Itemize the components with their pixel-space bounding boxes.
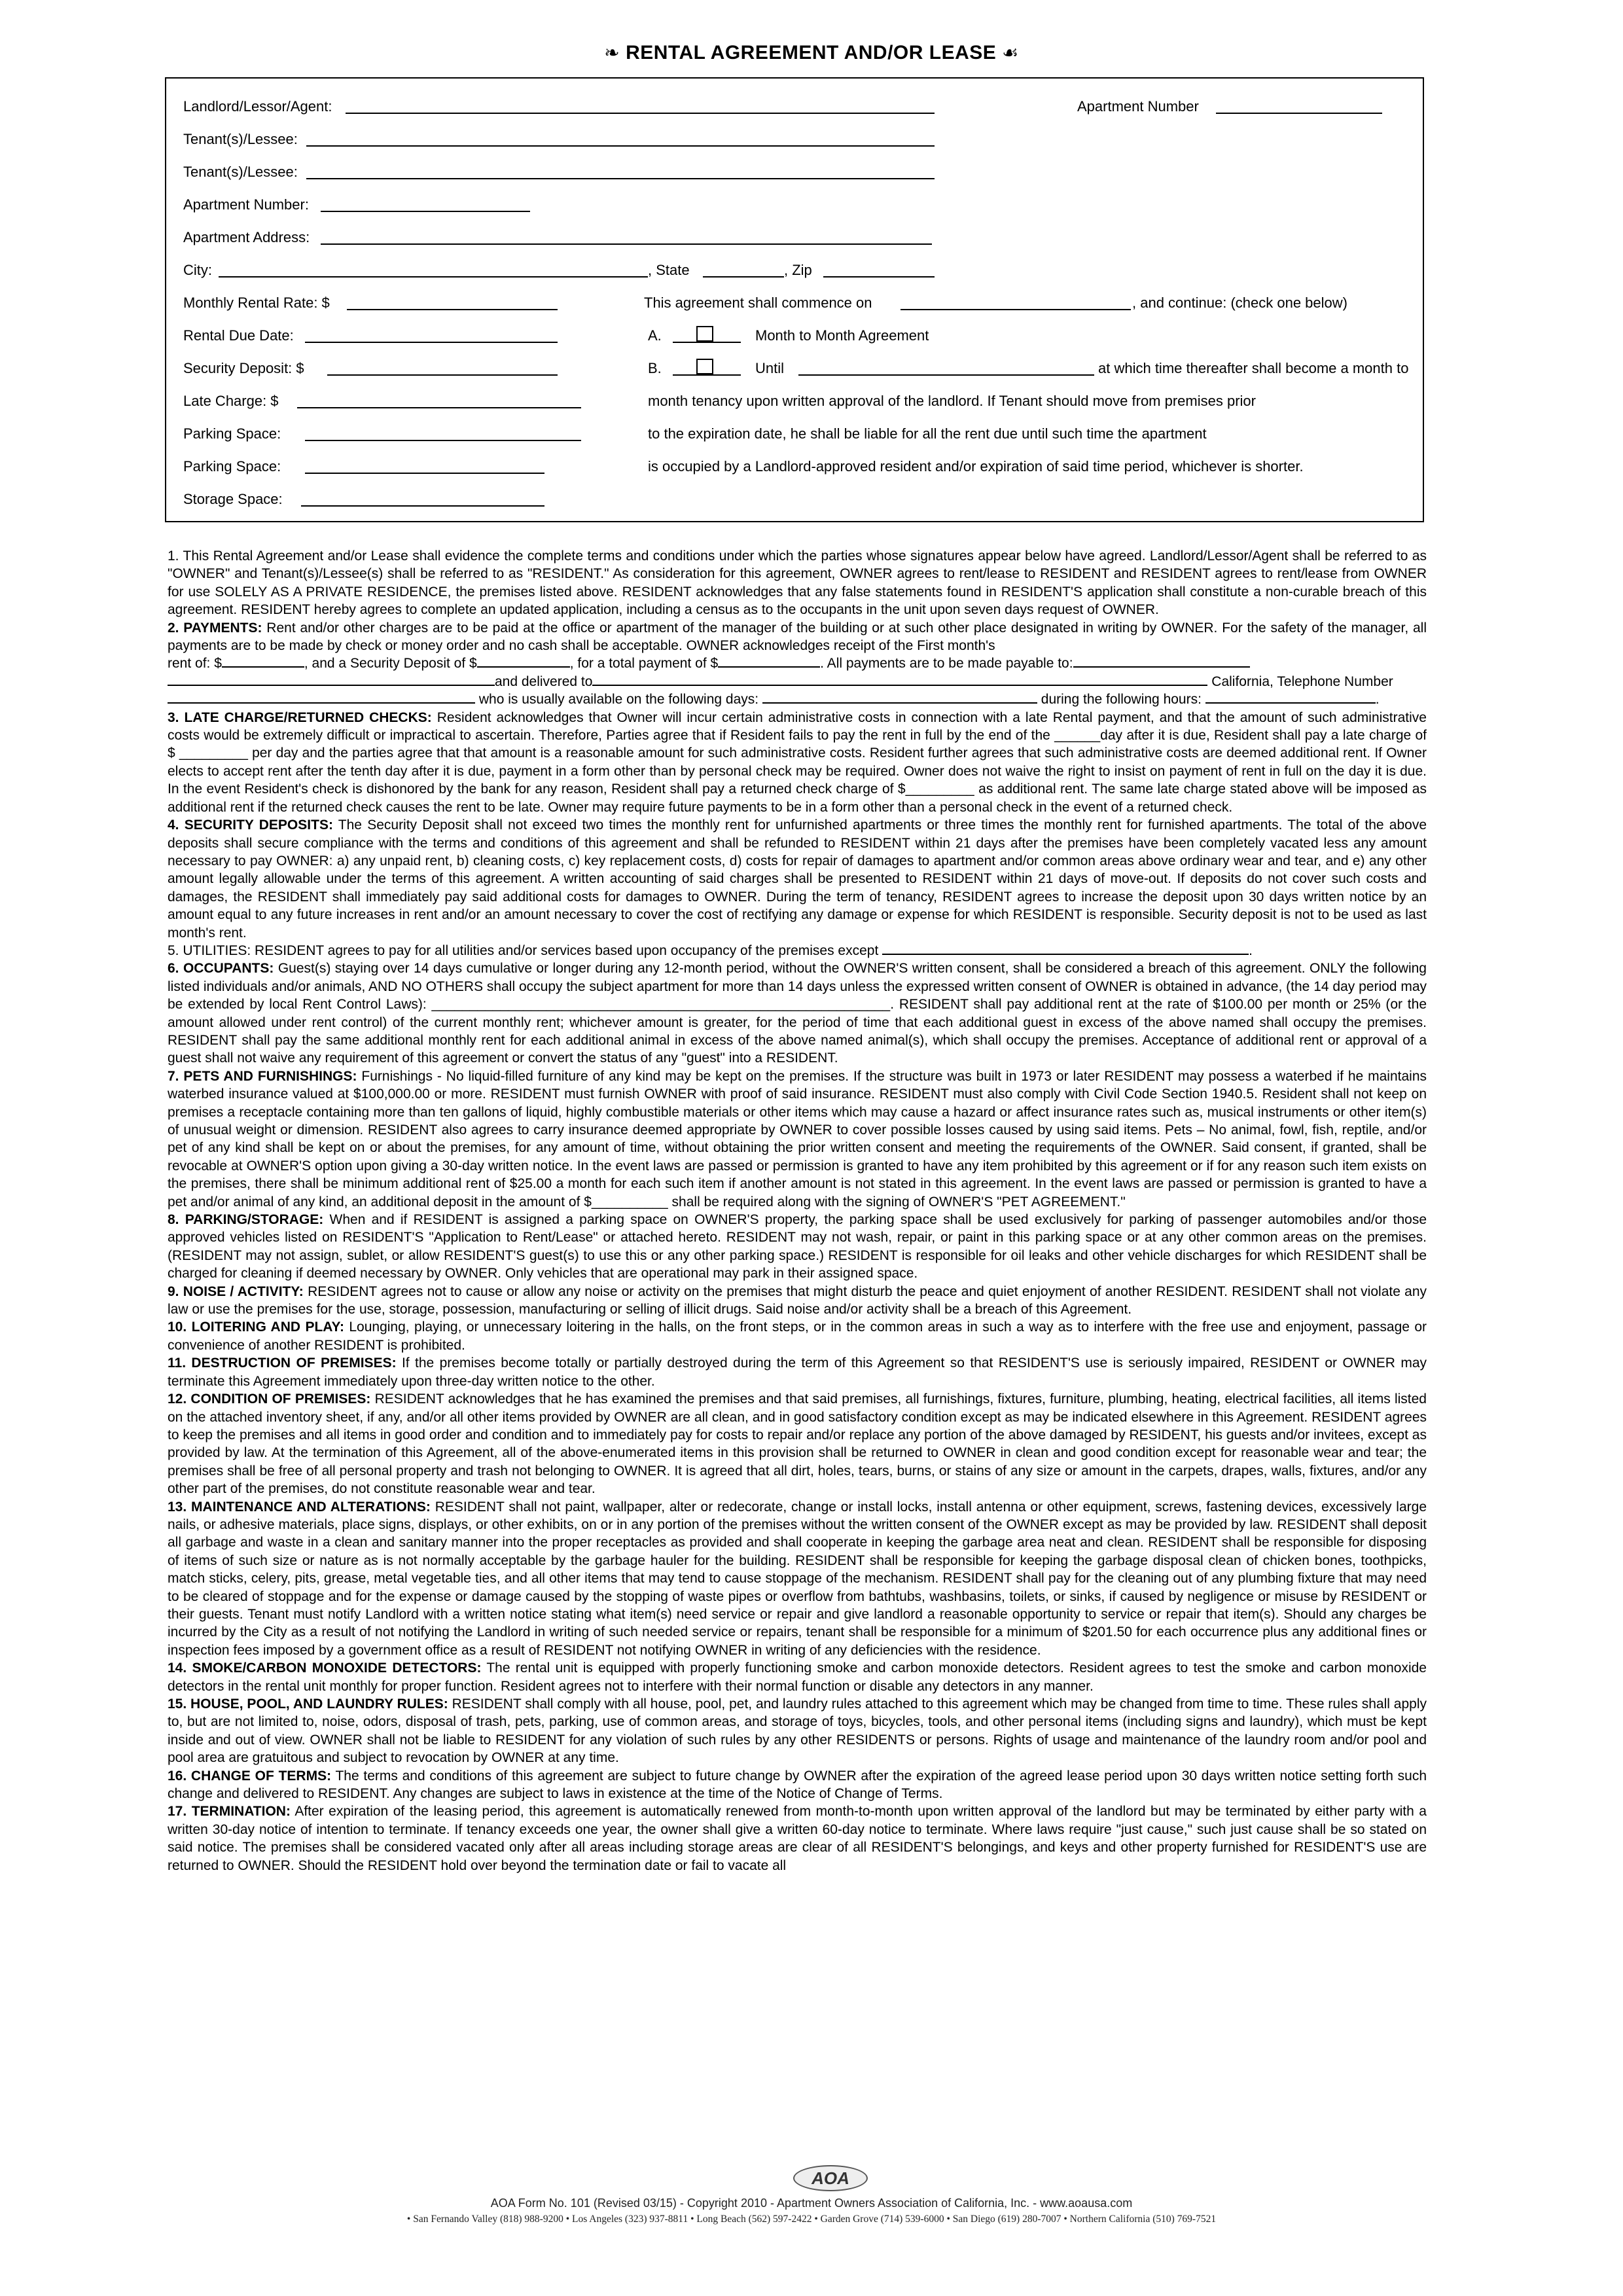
clause-16: 16. CHANGE OF TERMS: The terms and conditions of this agreement are subject to future change by OWNER after the expiration of the agreed lease period upon 30 days written notice setting forth such change and delivered to RESIDENT. Any changes are subject to laws in existence at the time of the Notice of Change of Terms. (168, 1768, 1427, 1802)
first-month-rent-field[interactable] (222, 655, 304, 668)
continue-label: , and continue: (check one below) (1132, 295, 1347, 311)
clause-14: 14. SMOKE/CARBON MONOXIDE DETECTORS: The rental unit is equipped with properly functioning smoke and carbon monoxide detectors. Resident agrees to test the smoke and carbon monoxide detectors in the rental unit monthly for proper function. Resident agrees not to interfere with their normal function or disable any detectors in any manner. (168, 1660, 1427, 1694)
clause-2-availability-line: who is usually available on the following days: during the following hours: . (168, 691, 1427, 708)
option-b-tail: at which time thereafter shall become a month to (1098, 360, 1409, 376)
payable-to-field[interactable] (1073, 655, 1250, 668)
apartment-number-field[interactable] (321, 211, 530, 212)
parking1-label: Parking Space: (183, 425, 281, 442)
clause-13: 13. MAINTENANCE AND ALTERATIONS: RESIDENT shall not paint, wallpaper, alter or redecorate, change or install locks, install antenna or other equipment, screws, fastening devices, excessively large nails, or adhesive materials, place signs, displays, or other exhibits, on or in any portion of the premises without the written consent of the OWNER except as may be provided by law. RESIDENT shall deposit all garbage and waste in a clean and sanitary manner into the proper receptacles as provided and shall cooperate in keeping the garbage area neat and clean. RESIDENT shall be responsible for disposing of items of such size or nature as is not normally acceptable by the garbage hauler for the building. RESIDENT shall be responsible for keeping the garbage disposal clean of chicken bones, toothpicks, match sticks, celery, pits, grease, metal vegetable ties, and all other items that may tend to cause stoppage of the mechanism. RESIDENT shall pay for the cleaning out of any plumbing fixture that may need to be cleared of stoppage and for the expense or damage caused by the stopping of waste pipes or overflow from bathtubs, washbasins, toilets, or sinks, if caused by negligence or misuse by RESIDENT or their guests. Tenant must notify Landlord with a written notice stating what item(s) need service or repair and give landlord a reasonable opportunity to service or repair that item(s). Should any charges be incurred by the City as a result of not notifying the Landlord in writing of such needed service or repairs, tenant shall be responsible for a minimum of $201.50 for each occurrence plus any additional fines or inspection fees imposed by a government office as a result of RESIDENT not notifying OWNER in writing of any deficiencies with the residence. (168, 1499, 1427, 1658)
late-charge-label: Late Charge: $ (183, 393, 279, 409)
payee-name-field[interactable] (168, 673, 495, 686)
option-b-underline (673, 374, 741, 376)
zip-label: , Zip (784, 262, 812, 278)
city-label: City: (183, 262, 212, 278)
clause-2-delivery-line: and delivered to California, Telephone Number (168, 673, 1427, 691)
header-fields-box (165, 77, 1424, 522)
rental-due-label: Rental Due Date: (183, 327, 294, 344)
option-b-letter: B. (648, 360, 662, 376)
option-a-letter: A. (648, 327, 662, 344)
term-line-2: to the expiration date, he shall be liable for all the rent due until such time the apartment (648, 425, 1207, 442)
term-line-1: month tenancy upon written approval of the landlord. If Tenant should move from premises prior (648, 393, 1256, 409)
right-ornament-icon: ☙ (1002, 43, 1019, 63)
storage-label: Storage Space: (183, 491, 283, 507)
clause-1: 1. This Rental Agreement and/or Lease shall evidence the complete terms and conditions under which the parties whose signatures appear below have agreed. Landlord/Lessor/Agent shall be referred to as "OWNER" and Tenant(s)/Lessee(s) shall be referred to as "RESIDENT." As consideration for this agreement, OWNER agrees to rent/lease to RESIDENT and RESIDENT agrees to rent/lease from OWNER for use SOLELY AS A PRIVATE RESIDENCE, the premises listed above. RESIDENT acknowledges that any false statements found in RESIDENT'S application shall constitute a non-curable breach of this agreement. RESIDENT hereby agrees to complete an updated application, including a census as to the occupants in the unit upon seven days request of OWNER. (168, 548, 1427, 618)
commence-label: This agreement shall commence on (644, 295, 872, 311)
option-b-checkbox[interactable] (696, 359, 713, 374)
clause-10: 10. LOITERING AND PLAY: Lounging, playing, or unnecessary loitering in the halls, on the front steps, or in the common areas in such a way as to interfere with the free use and enjoyment, passage or convenience of another RESIDENT is prohibited. (168, 1319, 1427, 1353)
tenant2-label: Tenant(s)/Lessee: (183, 164, 298, 180)
clause-2-intro: 2. PAYMENTS: Rent and/or other charges are to be paid at the office or apartment of the manager of the building or at such other place designated in writing by OWNER. For the safety of the manager, all payments are to be made by check or money order and no cash shall be acceptable. OWNER acknowledges receipt of the First month's (168, 620, 1427, 654)
option-a-underline (673, 342, 741, 343)
aoa-logo: AOA (793, 2165, 868, 2191)
clause-7: 7. PETS AND FURNISHINGS: Furnishings - No liquid-filled furniture of any kind may be kept on the premises. If the structure was built in 1973 or later RESIDENT may possess a waterbed if he maintains waterbed insurance valued at $100,000.00 or more. RESIDENT must furnish OWNER with proof of said insurance. RESIDENT must also comply with Civil Code Section 1940.5. Resident shall not keep on premises a receptacle containing more than ten gallons of liquid, highly combustible materials or other items which may cause a hazard or affect insurance rates such as, musical instruments or other item(s) of unusual weight or dimension. RESIDENT also agrees to carry insurance deemed appropriate by OWNER to cover possible losses caused by using said items. Pets – No animal, fowl, fish, reptile, and/or pet of any kind shall be kept on or about the premises, for any amount of time, without obtaining the prior written consent and meeting the requirements of the OWNER. Said consent, if granted, shall be revocable at OWNER'S option upon giving a 30-day written notice. In the event laws are passed or permission is granted to have any item prohibited by this agreement or if for any reason such item exists on the premises, there shall be minimum additional rent of $25.00 a month for each such item if another amount is not stated in this agreement. In the event laws are passed or permission is granted to have a pet and/or animal of any kind, an additional deposit in the amount of $__________ shall be required along with the signing of OWNER'S "PET AGREEMENT." (168, 1068, 1427, 1210)
form-info-line: AOA Form No. 101 (Revised 03/15) - Copyright 2010 - Apartment Owners Association of California, Inc. - www.aoausa.com (490, 2197, 1133, 2210)
apartment-number-label: Apartment Number: (183, 196, 309, 213)
tenant1-label: Tenant(s)/Lessee: (183, 131, 298, 147)
apartment-number-right-field[interactable] (1216, 113, 1382, 114)
clause-8: 8. PARKING/STORAGE: When and if RESIDENT is assigned a parking space on OWNER'S property, the parking space shall be used exclusively for parking of passenger automobiles and/or those approved vehicles listed on RESIDENT'S "Application to Rent/Lease" or attached hereto. RESIDENT may not wash, repair, or paint in this parking space or at any other common areas on the premises. (RESIDENT may not assign, sublet, or allow RESIDENT'S guest(s) to use this or any other parking space.) RESIDENT is responsible for oil leaks and other vehicle discharges for which RESIDENT shall be charged for cleaning if deemed necessary by OWNER. Only vehicles that are operational may park in their assigned space. (168, 1212, 1427, 1282)
lease-clauses (168, 547, 1427, 1874)
deposit-amount-field[interactable] (477, 655, 570, 668)
clause-17: 17. TERMINATION: After expiration of the leasing period, this agreement is automatically renewed from month-to-month upon written approval of the landlord but may be terminated by either party with a written 30-day notice of intention to terminate. If tenancy exceeds one year, the owner shall give a written 60-day notice to terminate. Where laws require "just cause," such just cause shall be so stated on said notice. The premises shall be considered vacated only after all areas including storage areas are clear of all RESIDENT'S belongings, and keys and other property furnished for RESIDENT'S use are returned to OWNER. Should the RESIDENT hold over beyond the termination date or fail to vacate all (168, 1804, 1427, 1873)
title-text: RENTAL AGREEMENT AND/OR LEASE (626, 42, 997, 63)
apartment-address-label: Apartment Address: (183, 229, 310, 245)
clause-4: 4. SECURITY DEPOSITS: The Security Deposit shall not exceed two times the monthly rent for unfurnished apartments or three times the monthly rent for furnished apartments. The total of the above deposits shall secure compliance with the terms and conditions of this agreement and shall be refunded to RESIDENT within 21 days after the premises have been completely vacated less any amount necessary to pay OWNER: a) any unpaid rent, b) cleaning costs, c) key replacement costs, d) costs for repair of damages to apartment and/or common areas above ordinary wear and tear, and e) any other amount legally allowable under the terms of this agreement. A written accounting of said charges shall be presented to RESIDENT within 21 days of move-out. If deposits do not cover such costs and damages, the RESIDENT shall immediately pay said additional costs for damages to OWNER. During the term of tenancy, RESIDENT agrees to increase the deposit upon 30 days written notice by an amount equal to any future increases in rent and/or an amount necessary to cover the cost of rectifying any damage or expense for which RESIDENT is responsible. Security deposit is not to be used as last month's rent. (168, 817, 1427, 941)
clause-12: 12. CONDITION OF PREMISES: RESIDENT acknowledges that he has examined the premises and that said premises, all furnishings, fixtures, furniture, plumbing, heating, electrical facilities, all items listed on the attached inventory sheet, if any, and/or all other items provided by OWNER are all clean, and in good satisfactory condition except as may be indicated elsewhere in this Agreement. RESIDENT agrees to keep the premises and all items in good order and condition and to immediately pay for costs to repair and/or replace any portion of the above damaged by RESIDENT, his guests and/or invitees, except as provided by law. At the termination of this Agreement, all of the above-enumerated items in this provision shall be returned to OWNER in clean and good condition except for reasonable wear and tear; the premises shall be free of all personal property and trash not belonging to OWNER. It is agreed that all dirt, holes, tears, burns, or stains of any size or amount in the carpets, drapes, walls, fixtures, and/or any other part of the premises, do not constitute reasonable wear and tear. (168, 1391, 1427, 1497)
commence-date-field[interactable] (901, 309, 1131, 310)
zip-field[interactable] (823, 276, 935, 278)
clause-5: 5. UTILITIES: RESIDENT agrees to pay for all utilities and/or services based upon occupancy of the premises except . (168, 942, 1253, 958)
option-b-label: Until (755, 360, 785, 376)
available-hours-field[interactable] (1205, 691, 1376, 704)
term-line-3: is occupied by a Landlord-approved resident and/or expiration of said time period, whichever is shorter. (648, 458, 1304, 475)
tenant2-field[interactable] (306, 178, 935, 179)
clause-15: 15. HOUSE, POOL, AND LAUNDRY RULES: RESIDENT shall comply with all house, pool, pet, and laundry rules attached to this agreement which may be changed from time to time. These rules shall apply to, but are not limited to, noise, odors, disposal of trash, pets, parking, use of common areas, and storage of toys, bicycles, tools, and other personal items (including signs and laundry), which must be kept inside and out of view. OWNER shall not be liable to RESIDENT for any violation of such rules by any other RESIDENTS or persons. Rights of usage and maintenance of the laundry room and/or pool and pool area are gratuitous and subject to revocation by OWNER at any time. (168, 1696, 1427, 1766)
clause-6: 6. OCCUPANTS: Guest(s) staying over 14 days cumulative or longer during any 12-month period, without the OWNER'S written consent, shall be considered a breach of this agreement. ONLY the following listed individuals and/or animals, AND NO OTHERS shall occupy the subject apartment for more than 14 days unless the expressed written consent of OWNER is obtained in advance, (the 14 day period may be extended by local Rent Control Laws): ____________________________________________________________. RESIDENT shall pay additional rent at the rate of $100.00 per month or 25% (or the amount allowed under rent control) of the current monthly rent; whichever amount is greater, for the period of time that each additional guest in excess of the above named shall occupy the premises. RESIDENT shall pay the same additional monthly rent for each additional animal in excess of the above named animal(s), which shall occupy the premises. Acceptance of additional rent or approval of a guest shall not waive any requirement of this agreement or convert the status of any "guest" into a RESIDENT. (168, 961, 1427, 1066)
parking1-field[interactable] (305, 440, 581, 441)
tenant1-field[interactable] (306, 145, 935, 147)
storage-field[interactable] (301, 505, 544, 507)
option-b-until-field[interactable] (798, 374, 1094, 376)
rental-due-field[interactable] (305, 342, 558, 343)
clause-3: 3. LATE CHARGE/RETURNED CHECKS: Resident acknowledges that Owner will incur certain administrative costs in connection with a late Rental payment, and that the amount of such administrative costs would be extremely difficult or impractical to ascertain. Therefore, Parties agree that if Resident fails to pay the rent in full by the end of the ______day after it is due, Resident shall pay a late charge of $ _________ per day and the parties agree that that amount is a reasonable amount for such administrative costs. Resident further agrees that such administrative costs are deemed additional rent. If Owner elects to accept rent after the tenth day after it is due, payment in a form other than by personal check may be required. Owner does not waive the right to insist on payment of rent in full on the day it is due. In the event Resident's check is dishonored by the bank for any reason, Resident shall pay a returned check charge of $_________ as additional rent. The same late charge stated above will be imposed as additional rent if the returned check causes the rent to be late. Owner may require future payments to be in a form other than a personal check in the event of a returned check. (168, 709, 1427, 815)
apartment-number-right-label: Apartment Number (1077, 98, 1199, 115)
document-title (0, 42, 1623, 64)
option-a-label: Month to Month Agreement (755, 327, 929, 344)
state-field[interactable] (703, 276, 784, 278)
telephone-field[interactable] (168, 691, 475, 704)
state-label: , State (648, 262, 690, 278)
city-field[interactable] (219, 276, 648, 278)
available-days-field[interactable] (762, 691, 1037, 704)
landlord-field[interactable] (346, 113, 935, 114)
office-phones-line: • San Fernando Valley (818) 988-9200 • Los Angeles (323) 937-8811 • Long Beach (562) 597-2422 • Garden Grove (714) 539-6000 • San Diego (619) 280-7007 • Northern California (510) 769-7521 (406, 2214, 1217, 2225)
option-a-checkbox[interactable] (696, 326, 713, 342)
left-ornament-icon: ❧ (604, 43, 620, 63)
parking2-label: Parking Space: (183, 458, 281, 475)
apartment-address-field[interactable] (321, 243, 932, 245)
delivery-address-field[interactable] (592, 673, 1207, 686)
utilities-except-field[interactable] (882, 942, 1249, 955)
clause-9: 9. NOISE / ACTIVITY: RESIDENT agrees not to cause or allow any noise or activity on the premises that might disturb the peace and quiet enjoyment of another RESIDENT. RESIDENT shall not violate any law or use the premises for the use, storage, possession, manufacturing or selling of illicit drugs. Said noise and/or activity shall be a breach of this Agreement. (168, 1283, 1427, 1318)
total-payment-field[interactable] (718, 655, 820, 668)
clause-11: 11. DESTRUCTION OF PREMISES: If the premises become totally or partially destroyed during the term of this Agreement so that RESIDENT'S use is seriously impaired, RESIDENT or OWNER may terminate this Agreement immediately upon three-day written notice to the other. (168, 1355, 1427, 1389)
security-deposit-label: Security Deposit: $ (183, 360, 304, 376)
landlord-label: Landlord/Lessor/Agent: (183, 98, 332, 115)
parking2-field[interactable] (305, 473, 544, 474)
late-charge-field[interactable] (297, 407, 581, 408)
monthly-rent-field[interactable] (347, 309, 558, 310)
security-deposit-field[interactable] (327, 374, 558, 376)
monthly-rent-label: Monthly Rental Rate: $ (183, 295, 330, 311)
clause-2-payment-line: rent of: $ , and a Security Deposit of $ , for a total payment of $ . All payments are to be made payable to: (168, 655, 1427, 672)
